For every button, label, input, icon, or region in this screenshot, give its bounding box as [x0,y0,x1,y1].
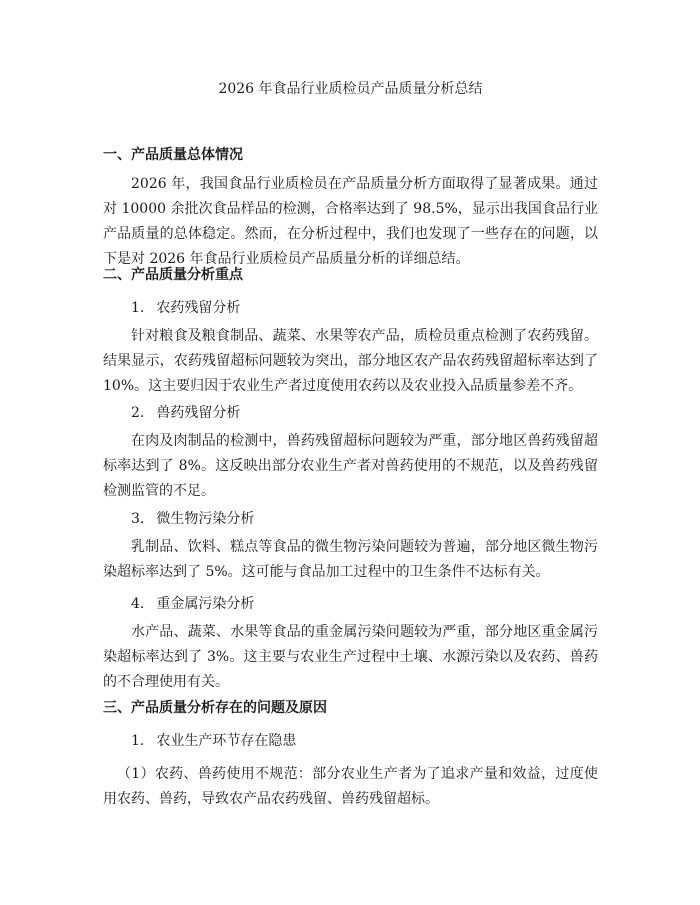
document-title: 2026 年食品行业质检员产品质量分析总结 [218,81,483,97]
subsection-4-heading [131,594,254,614]
section-2-heading: 二、产品质量分析重点 [103,267,243,283]
subsection-title: 农业生产环节存在隐患 [156,733,297,749]
subsection-number: 4. [131,596,145,612]
subsection-number: 3. [131,511,145,527]
subsection-3-paragraph: 乳制品、饮料、糕点等食品的微生物污染问题较为普遍，部分地区微生物污染超标率达到了 5%。这可能与食品加工过程中的卫生条件不达标有关。 [103,539,598,580]
subsection-1-paragraph: 针对粮食及粮食制品、蔬菜、水果等农产品，质检员重点检测了农药残留。结果显示，农药残留超标问题较为突出，部分地区农产品农药残留超标率达到了 10%。这主要归因于农业生产者过度使用农药以及农业投入品质量参差不齐。 [103,328,598,394]
subsection-title: 农药残留分析 [156,300,241,316]
section-3-heading: 三、产品质量分析存在的问题及原因 [103,700,327,716]
section-3-paragraph: （1）农药、兽药使用不规范：部分农业生产者为了追求产量和效益，过度使用农药、兽药，导致农产品农药残留、兽药残留超标。 [103,766,598,807]
section-1-paragraph: 2026 年，我国食品行业质检员在产品质量分析方面取得了显著成果。通过对 10000 余批次食品样品的检测，合格率达到了 98.5%，显示出我国食品行业产品质量的总体稳定。然而，在分析过程中，我们也发现了一些存在的问题，以下是对 2026 年食品行业质检员产品质量分析的详细总结。 [103,176,598,267]
subsection-2-paragraph: 在肉及肉制品的检测中，兽药残留超标问题较为严重，部分地区兽药残留超标率达到了 8%。这反映出部分农业生产者对兽药使用的不规范，以及兽药残留检测监管的不足。 [103,433,598,499]
subsection-2-heading [131,403,240,423]
section-3-subsection-1-heading [131,731,296,751]
subsection-title: 兽药残留分析 [156,405,241,421]
subsection-number: 1. [131,300,145,316]
subsection-number: 1. [131,733,145,749]
subsection-title: 重金属污染分析 [156,596,255,612]
subsection-number: 2. [131,405,145,421]
section-1-heading: 一、产品质量总体情况 [103,147,243,163]
subsection-title: 微生物污染分析 [156,511,255,527]
subsection-4-paragraph: 水产品、蔬菜、水果等食品的重金属污染问题较为严重，部分地区重金属污染超标率达到了 3%。这主要与农业生产过程中土壤、水源污染以及农药、兽药的不合理使用有关。 [103,624,598,690]
subsection-1-heading [131,298,240,318]
subsection-3-heading [131,509,254,529]
